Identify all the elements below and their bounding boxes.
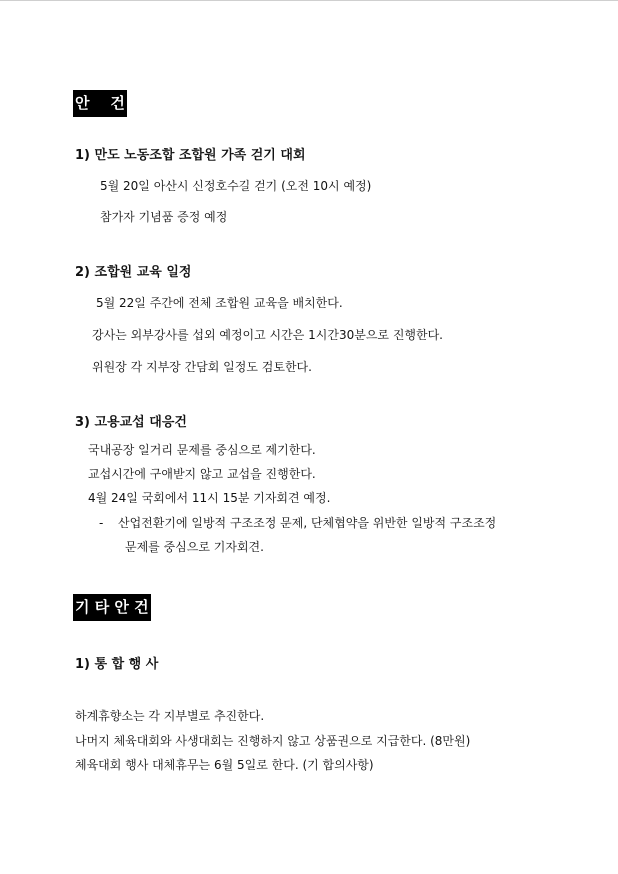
item-line: 4월 24일 국회에서 11시 15분 기자회견 예정. (88, 491, 331, 505)
section-heading-other-agenda: 기 타 안 건 (73, 594, 151, 621)
bullet-dash: - (99, 516, 104, 530)
item-line: 5월 20일 아산시 신정호수길 걷기 (오전 10시 예정) (100, 179, 372, 193)
item-line: 5월 22일 주간에 전체 조합원 교육을 배치한다. (96, 296, 343, 310)
item-line: 위원장 각 지부장 간담회 일정도 검토한다. (92, 360, 312, 374)
item-line: 교섭시간에 구애받지 않고 교섭을 진행한다. (88, 467, 316, 481)
item-line: 강사는 외부강사를 섭외 예정이고 시간은 1시간30분으로 진행한다. (92, 328, 443, 342)
item-line: 참가자 기념품 증정 예정 (100, 210, 228, 224)
item-line: 하계휴향소는 각 지부별로 추진한다. (75, 709, 265, 723)
section-heading-agenda: 안 건 (73, 90, 127, 117)
page-top-border (0, 0, 618, 1)
item-line: 체육대회 행사 대체휴무는 6월 5일로 한다. (기 합의사항) (75, 758, 374, 772)
item-title-employment-negotiation: 3) 고용교섭 대응건 (75, 415, 187, 430)
item-line: 나머지 체육대회와 사생대회는 진행하지 않고 상품권으로 지급한다. (8만원) (75, 734, 471, 748)
item-line: 국내공장 일거리 문제를 중심으로 제기한다. (88, 443, 316, 457)
bullet-line: 산업전환기에 일방적 구조조정 문제, 단체협약을 위반한 일방적 구조조정 (118, 516, 497, 530)
item-title-education: 2) 조합원 교육 일정 (75, 265, 192, 280)
bullet-line-continued: 문제를 중심으로 기자회견. (125, 540, 264, 554)
item-title-joint-event: 1) 통 합 행 사 (75, 657, 159, 672)
item-title-walking-event: 1) 만도 노동조합 조합원 가족 걷기 대회 (75, 148, 306, 163)
